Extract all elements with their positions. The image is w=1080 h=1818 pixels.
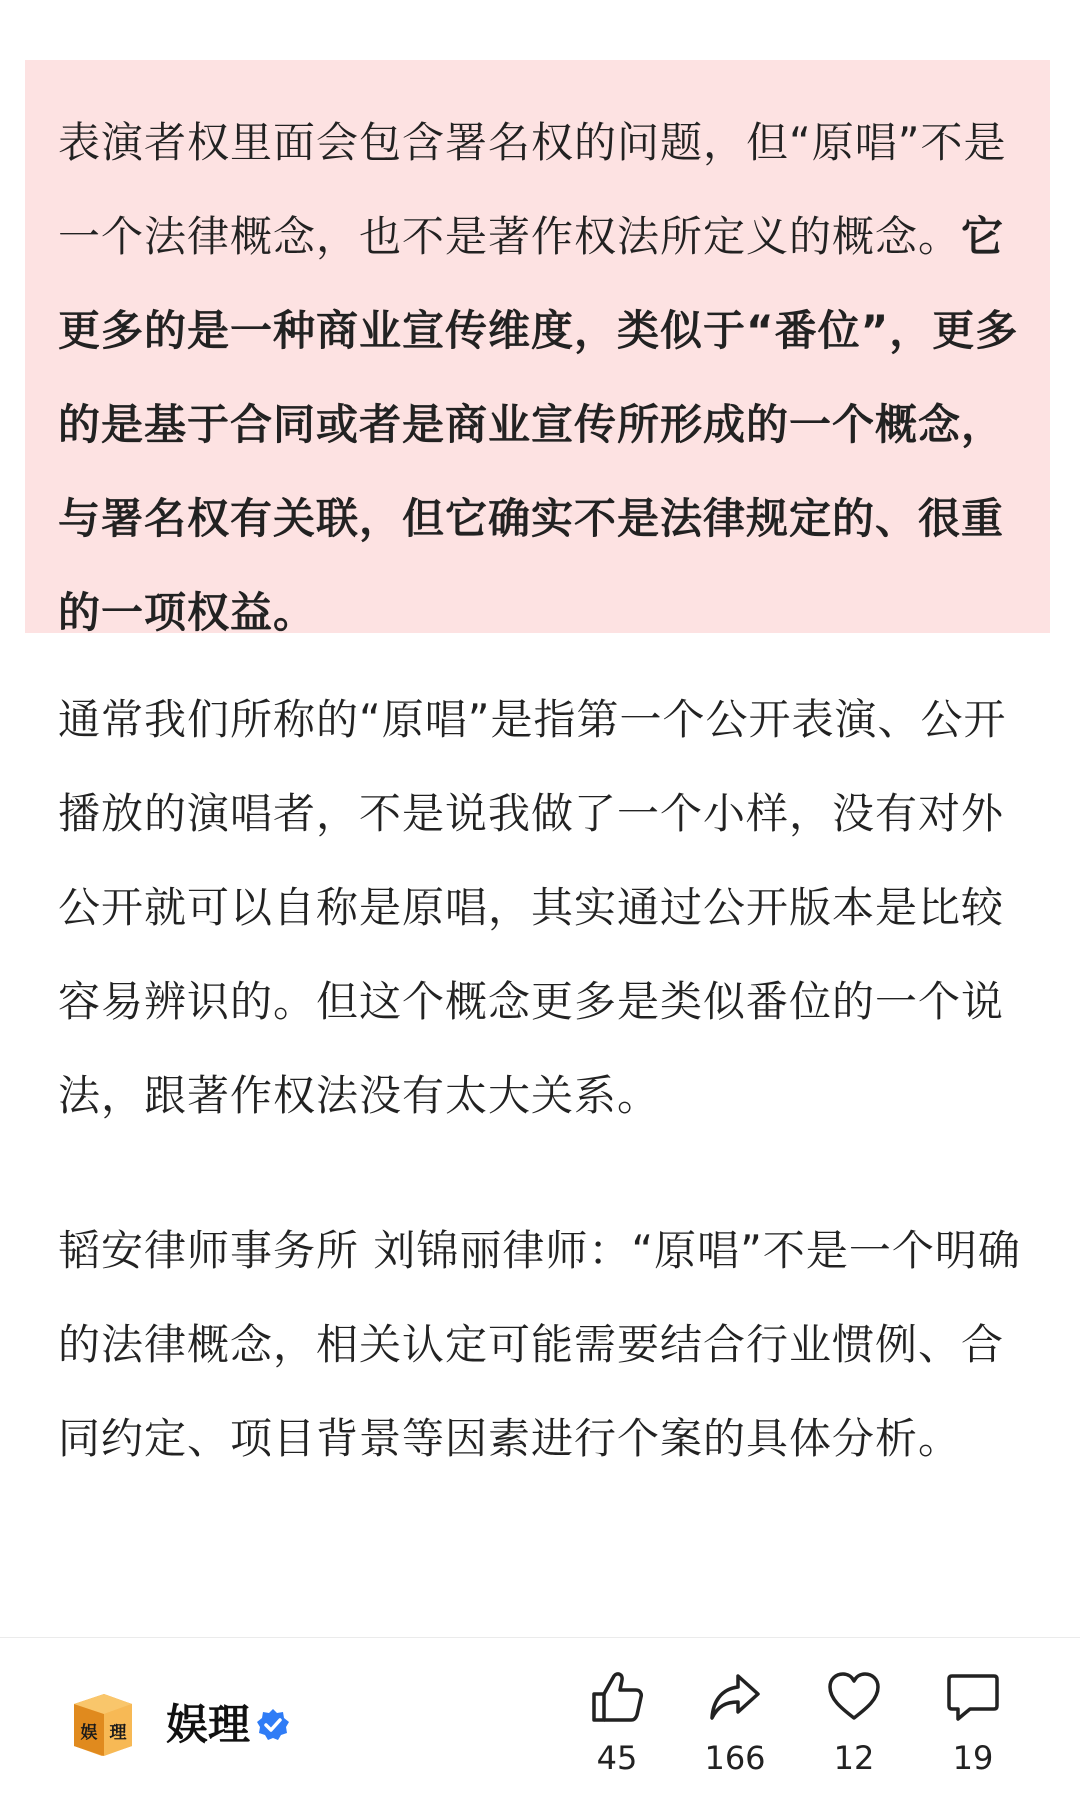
comment-bubble-icon — [944, 1668, 1002, 1726]
like-button[interactable] — [572, 1668, 662, 1778]
quote-paragraph — [58, 96, 1026, 660]
svg-text:娱: 娱 — [80, 1723, 98, 1743]
comment-button[interactable] — [928, 1668, 1018, 1778]
quote-normal-text: 表演者权里面会包含署名权的问题，但“原唱”不是一个法律概念，也不是著作权法所定义的概念。 — [58, 118, 1007, 261]
quote-bold-text: 它更多的是一种商业宣传维度，类似于“番位”，更多的是基于合同或者是商业宣传所形成的一个概念，与署名权有关联，但它确实不是法律规定的、很重的一项权益。 — [58, 212, 1019, 637]
svg-text:理: 理 — [109, 1723, 127, 1743]
favorite-button[interactable] — [809, 1668, 899, 1778]
article-paragraph: 通常我们所称的“原唱”是指第一个公开表演、公开播放的演唱者，不是说我做了一个小样，没有对外公开就可以自称是原唱，其实通过公开版本是比较容易辨识的。但这个概念更多是类似番位的一个说法，跟著作权法没有太大关系。 — [58, 695, 1007, 1120]
author-action-bar — [0, 1638, 1080, 1818]
verified-badge-icon — [256, 1708, 290, 1742]
heart-icon — [825, 1668, 883, 1726]
author-name[interactable]: 娱理 — [166, 1700, 251, 1749]
favorite-count: 12 — [833, 1739, 875, 1777]
share-button[interactable] — [690, 1668, 780, 1778]
like-count: 45 — [596, 1739, 638, 1777]
comment-count: 19 — [952, 1739, 994, 1777]
highlighted-quote-block — [25, 60, 1050, 637]
avatar-logo-icon — [68, 1690, 138, 1760]
share-count: 166 — [704, 1739, 766, 1777]
author-avatar[interactable] — [68, 1690, 138, 1760]
thumbs-up-icon — [588, 1668, 646, 1726]
share-arrow-icon — [706, 1668, 764, 1726]
article-paragraph: 韬安律师事务所 刘锦丽律师：“原唱”不是一个明确的法律概念，相关认定可能需要结合行业惯例、合同约定、项目背景等因素进行个案的具体分析。 — [58, 1226, 1021, 1463]
